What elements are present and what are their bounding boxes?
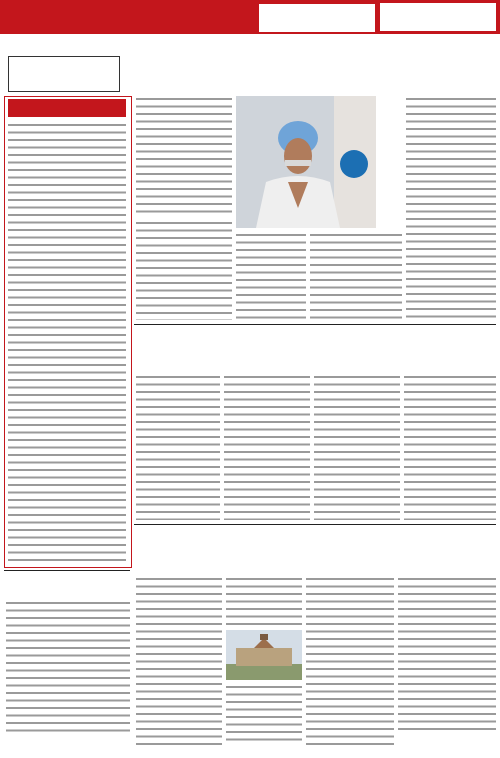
article-newyear-col-1 — [136, 374, 220, 520]
article-supreme-col-4 — [306, 576, 394, 746]
article-supreme-col-3 — [226, 684, 302, 746]
article-supreme-col-2 — [226, 576, 302, 626]
article-manmohan-col-5 — [406, 96, 496, 320]
article-newyear-col-2 — [224, 374, 310, 520]
editorial-title — [8, 99, 126, 117]
article-manmohan-col-4 — [310, 232, 402, 320]
article-manmohan-col-1 — [136, 96, 232, 216]
divider — [134, 524, 496, 525]
article-newyear-col-4 — [404, 374, 496, 520]
supreme-court-illustration — [226, 630, 302, 680]
editorial-body — [8, 122, 126, 562]
article-pm-body — [6, 600, 130, 736]
article-supreme-col-5 — [398, 576, 496, 734]
article-manmohan-col-2 — [136, 220, 232, 320]
article-newyear-col-3 — [314, 374, 400, 520]
divider — [134, 324, 496, 325]
divider — [4, 570, 130, 571]
supreme-court-photo — [226, 630, 302, 680]
manmohan-photo-illustration — [236, 96, 376, 228]
date-box — [258, 3, 376, 33]
newspaper-brand — [380, 3, 496, 31]
article-manmohan-col-3 — [236, 232, 306, 320]
manmohan-photo — [236, 96, 376, 228]
article-supreme-col-1 — [136, 576, 222, 746]
editorial-logo — [8, 56, 120, 92]
